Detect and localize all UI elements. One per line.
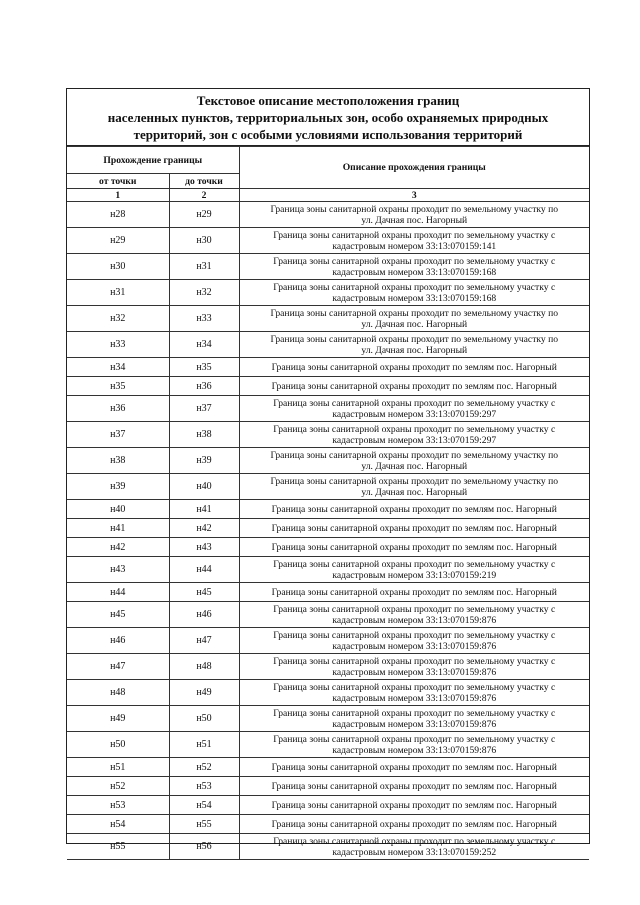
from-point: н46 (67, 628, 169, 654)
from-point: н52 (67, 777, 169, 796)
to-point: н29 (169, 202, 239, 228)
table-row (67, 758, 589, 777)
from-point: н30 (67, 254, 169, 280)
description-line: Граница зоны санитарной охраны проходит по земельному участку с (273, 558, 556, 570)
table-row (67, 680, 589, 706)
boundary-description (239, 834, 589, 860)
table-row (67, 815, 589, 834)
description-line: кадастровым номером 33:13:070159:297 (332, 434, 497, 446)
description-line: ул. Дачная пос. Нагорный (361, 344, 468, 356)
to-point: н43 (169, 538, 239, 557)
description-line: кадастровым номером 33:13:070159:876 (332, 692, 497, 704)
boundary-description (239, 422, 589, 448)
boundary-description (239, 332, 589, 358)
description-line: кадастровым номером 33:13:070159:297 (332, 408, 497, 420)
description-line: Граница зоны санитарной охраны проходит по земельному участку с (273, 681, 556, 693)
description-line: Граница зоны санитарной охраны проходит по земельному участку по (270, 203, 559, 215)
boundary-description (239, 796, 589, 815)
to-point: н36 (169, 377, 239, 396)
document-frame (66, 88, 590, 858)
table-row (67, 796, 589, 815)
from-point: н54 (67, 815, 169, 834)
description-line: Граница зоны санитарной охраны проходит по земельному участку с (273, 655, 556, 667)
from-point: н47 (67, 654, 169, 680)
from-point: н35 (67, 377, 169, 396)
boundary-description (239, 254, 589, 280)
boundary-description (239, 358, 589, 377)
description-line: Граница зоны санитарной охраны проходит по землям пос. Нагорный (271, 799, 557, 811)
boundary-description (239, 732, 589, 758)
boundary-table (67, 146, 589, 860)
description-line: ул. Дачная пос. Нагорный (361, 214, 468, 226)
description-line: Граница зоны санитарной охраны проходит по земельному участку с (273, 733, 556, 745)
description-line: Граница зоны санитарной охраны проходит по земельному участку с (273, 603, 556, 615)
boundary-description (239, 519, 589, 538)
to-point: н42 (169, 519, 239, 538)
to-point: н44 (169, 557, 239, 583)
to-point: н50 (169, 706, 239, 732)
description-line: кадастровым номером 33:13:070159:252 (332, 846, 497, 858)
description-line: Граница зоны санитарной охраны проходит по земельному участку с (273, 255, 556, 267)
table-row (67, 538, 589, 557)
boundary-description (239, 474, 589, 500)
table-row (67, 280, 589, 306)
description-line: Граница зоны санитарной охраны проходит по землям пос. Нагорный (271, 361, 557, 373)
table-row (67, 732, 589, 758)
to-point: н52 (169, 758, 239, 777)
table-row (67, 654, 589, 680)
header-passage: Прохождение границы (67, 147, 239, 174)
boundary-description (239, 815, 589, 834)
to-point: н34 (169, 332, 239, 358)
boundary-description (239, 306, 589, 332)
to-point: н54 (169, 796, 239, 815)
table-row (67, 448, 589, 474)
table-row (67, 777, 589, 796)
table-row (67, 500, 589, 519)
to-point: н49 (169, 680, 239, 706)
description-line: кадастровым номером 33:13:070159:141 (332, 240, 497, 252)
from-point: н48 (67, 680, 169, 706)
to-point: н51 (169, 732, 239, 758)
from-point: н55 (67, 834, 169, 860)
table-row (67, 602, 589, 628)
description-line: Граница зоны санитарной охраны проходит по земельному участку с (273, 707, 556, 719)
table-row (67, 583, 589, 602)
boundary-description (239, 228, 589, 254)
from-point: н32 (67, 306, 169, 332)
description-line: кадастровым номером 33:13:070159:168 (332, 266, 497, 278)
to-point: н40 (169, 474, 239, 500)
boundary-description (239, 538, 589, 557)
boundary-description (239, 706, 589, 732)
description-line: Граница зоны санитарной охраны проходит по земельному участку по (270, 449, 559, 461)
description-line: ул. Дачная пос. Нагорный (361, 486, 468, 498)
from-point: н45 (67, 602, 169, 628)
description-line: кадастровым номером 33:13:070159:876 (332, 640, 497, 652)
description-line: Граница зоны санитарной охраны проходит по землям пос. Нагорный (271, 780, 557, 792)
boundary-description (239, 396, 589, 422)
table-row (67, 228, 589, 254)
description-line: кадастровым номером 33:13:070159:876 (332, 666, 497, 678)
from-point: н49 (67, 706, 169, 732)
boundary-description (239, 758, 589, 777)
from-point: н44 (67, 583, 169, 602)
from-point: н31 (67, 280, 169, 306)
boundary-description (239, 583, 589, 602)
description-line: Граница зоны санитарной охраны проходит по земельному участку с (273, 281, 556, 293)
to-point: н30 (169, 228, 239, 254)
table-row (67, 396, 589, 422)
table-row (67, 628, 589, 654)
description-line: Граница зоны санитарной охраны проходит по землям пос. Нагорный (271, 761, 557, 773)
document-title (67, 89, 589, 146)
to-point: н41 (169, 500, 239, 519)
to-point: н38 (169, 422, 239, 448)
boundary-description (239, 280, 589, 306)
description-line: Граница зоны санитарной охраны проходит по земельному участку с (273, 397, 556, 409)
description-line: Граница зоны санитарной охраны проходит по земельному участку с (273, 629, 556, 641)
description-line: Граница зоны санитарной охраны проходит по землям пос. Нагорный (271, 503, 557, 515)
table-row (67, 202, 589, 228)
to-point: н48 (169, 654, 239, 680)
description-line: Граница зоны санитарной охраны проходит по земельному участку с (273, 423, 556, 435)
from-point: н37 (67, 422, 169, 448)
header-num-2: 2 (169, 189, 239, 202)
from-point: н28 (67, 202, 169, 228)
from-point: н33 (67, 332, 169, 358)
table-row (67, 422, 589, 448)
description-line: Граница зоны санитарной охраны проходит по земельному участку с (273, 835, 556, 847)
to-point: н35 (169, 358, 239, 377)
title-line-1: Текстовое описание местоположения границ (196, 93, 460, 108)
table-row (67, 706, 589, 732)
to-point: н33 (169, 306, 239, 332)
from-point: н50 (67, 732, 169, 758)
description-line: ул. Дачная пос. Нагорный (361, 318, 468, 330)
to-point: н45 (169, 583, 239, 602)
from-point: н29 (67, 228, 169, 254)
table-row (67, 306, 589, 332)
to-point: н32 (169, 280, 239, 306)
from-point: н53 (67, 796, 169, 815)
description-line: Граница зоны санитарной охраны проходит по землям пос. Нагорный (271, 586, 557, 598)
boundary-description (239, 557, 589, 583)
from-point: н38 (67, 448, 169, 474)
header-to: до точки (169, 174, 239, 189)
from-point: н51 (67, 758, 169, 777)
boundary-description (239, 202, 589, 228)
table-row (67, 358, 589, 377)
from-point: н42 (67, 538, 169, 557)
description-line: кадастровым номером 33:13:070159:219 (332, 569, 497, 581)
boundary-description (239, 500, 589, 519)
to-point: н53 (169, 777, 239, 796)
from-point: н43 (67, 557, 169, 583)
from-point: н40 (67, 500, 169, 519)
header-from: от точки (67, 174, 169, 189)
table-row (67, 519, 589, 538)
to-point: н47 (169, 628, 239, 654)
table-row (67, 377, 589, 396)
header-num-3: 3 (239, 189, 589, 202)
description-line: кадастровым номером 33:13:070159:168 (332, 292, 497, 304)
description-line: Граница зоны санитарной охраны проходит по земельному участку по (270, 307, 559, 319)
boundary-description (239, 680, 589, 706)
boundary-description (239, 654, 589, 680)
description-line: Граница зоны санитарной охраны проходит по землям пос. Нагорный (271, 818, 557, 830)
to-point: н37 (169, 396, 239, 422)
from-point: н39 (67, 474, 169, 500)
to-point: н55 (169, 815, 239, 834)
description-line: кадастровым номером 33:13:070159:876 (332, 718, 497, 730)
description-line: Граница зоны санитарной охраны проходит по землям пос. Нагорный (271, 380, 557, 392)
boundary-description (239, 377, 589, 396)
boundary-description (239, 777, 589, 796)
table-row (67, 332, 589, 358)
description-line: Граница зоны санитарной охраны проходит по землям пос. Нагорный (271, 541, 557, 553)
header-description: Описание прохождения границы (239, 147, 589, 189)
to-point: н46 (169, 602, 239, 628)
table-row (67, 254, 589, 280)
description-line: ул. Дачная пос. Нагорный (361, 460, 468, 472)
to-point: н31 (169, 254, 239, 280)
description-line: кадастровым номером 33:13:070159:876 (332, 614, 497, 626)
from-point: н41 (67, 519, 169, 538)
header-num-1: 1 (67, 189, 169, 202)
description-line: Граница зоны санитарной охраны проходит по земельному участку по (270, 333, 559, 345)
title-line-2: населенных пунктов, территориальных зон, особо охраняемых природных (107, 110, 549, 125)
table-row (67, 474, 589, 500)
boundary-description (239, 602, 589, 628)
description-line: Граница зоны санитарной охраны проходит по земельному участку с (273, 229, 556, 241)
description-line: Граница зоны санитарной охраны проходит по земельному участку по (270, 475, 559, 487)
title-line-3: территорий, зон с особыми условиями использования территорий (133, 127, 523, 142)
to-point: н39 (169, 448, 239, 474)
description-line: кадастровым номером 33:13:070159:876 (332, 744, 497, 756)
to-point: н56 (169, 834, 239, 860)
description-line: Граница зоны санитарной охраны проходит по землям пос. Нагорный (271, 522, 557, 534)
boundary-description (239, 448, 589, 474)
table-row (67, 834, 589, 860)
boundary-description (239, 628, 589, 654)
from-point: н36 (67, 396, 169, 422)
table-row (67, 557, 589, 583)
from-point: н34 (67, 358, 169, 377)
